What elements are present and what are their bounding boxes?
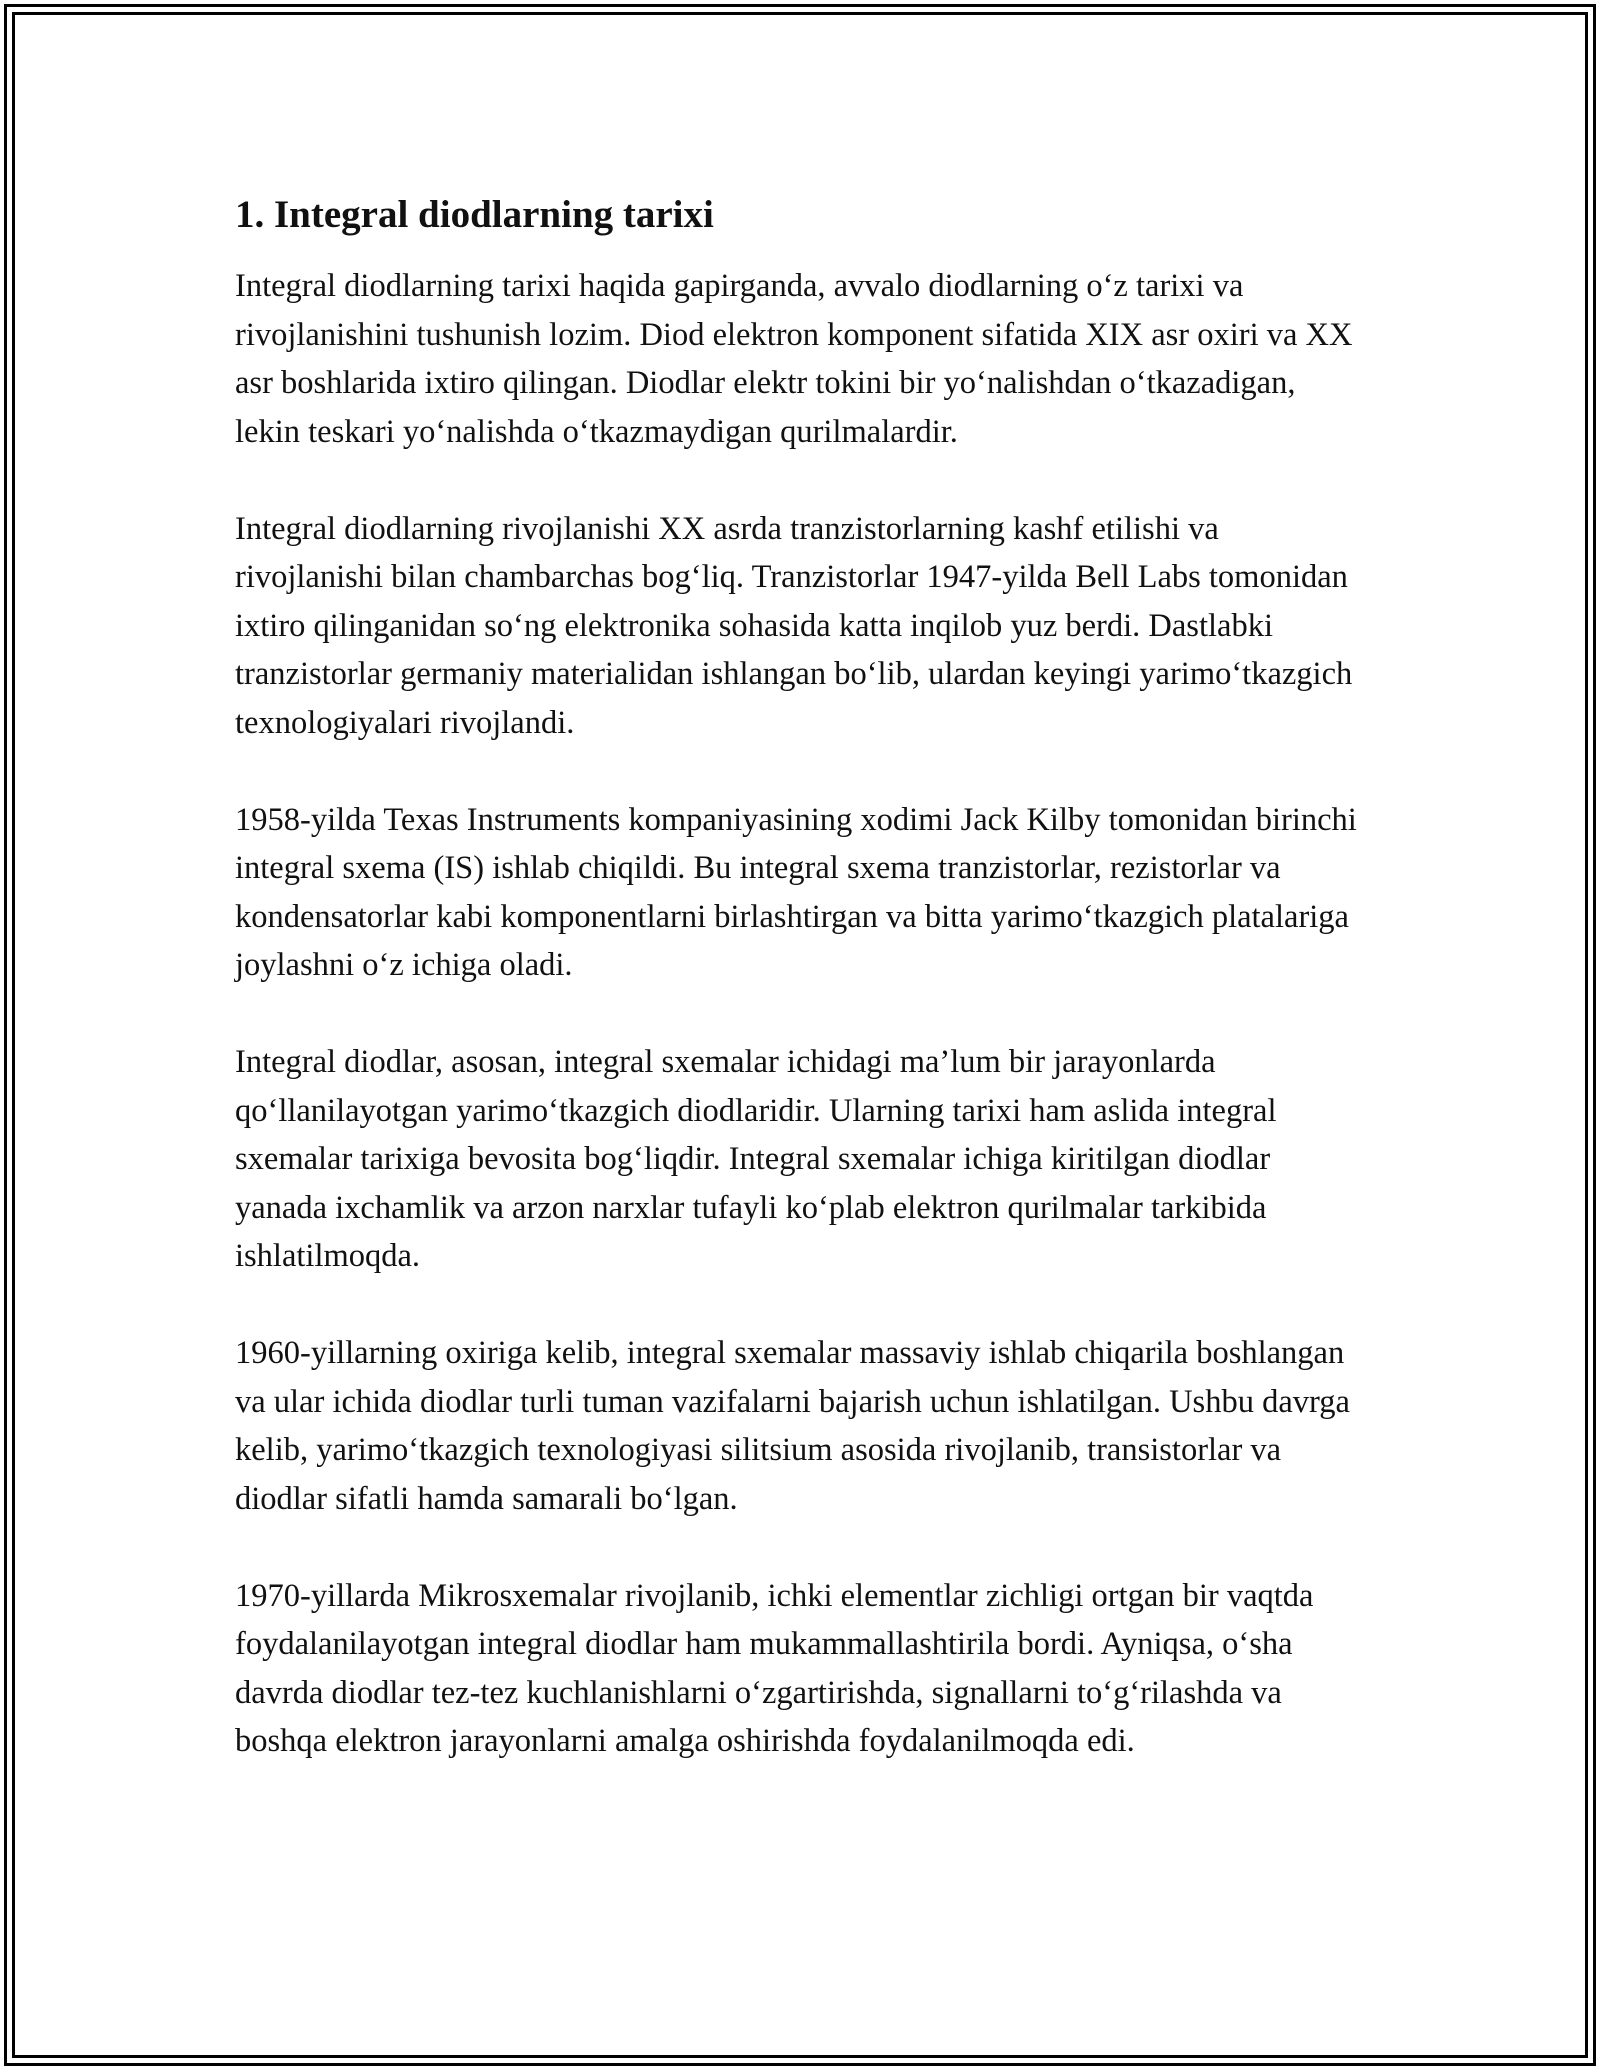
paragraph-4: Integral diodlar, asosan, integral sxemalar ichidagi ma’lum bir jarayonlarda qo‘llanilayotgan yarimo‘tkazgich diodlaridir. Ularning tarixi ham aslida integral sxemalar tarixiga bevosita bog‘liqdir. Integral sxemalar ichiga kiritilgan diodlar yanada ixchamlik va arzon narxlar tufayli ko‘plab elektron qurilmalar tarkibida ishlatilmoqda. (235, 1044, 1277, 1274)
section-heading: 1. Integral diodlarning tarixi (235, 193, 714, 236)
document-body (235, 190, 1365, 1814)
paragraph-2: Integral diodlarning rivojlanishi XX asrda tranzistorlarning kashf etilishi va rivojlanishi bilan chambarchas bog‘liq. Tranzistorlar 1947-yilda Bell Labs tomonidan ixtiro qilinganidan so‘ng elektronika sohasida katta inqilob yuz berdi. Dastlabki tranzistorlar germaniy materialidan ishlangan bo‘lib, ulardan keyingi yarimo‘tkazgich texnologiyalari rivojlandi. (235, 510, 1353, 741)
paragraph-6: 1970-yillarda Mikrosxemalar rivojlanib, ichki elementlar zichligi ortgan bir vaqtda foydalanilayotgan integral diodlar ham mukammallashtirila bordi. Ayniqsa, o‘sha davrda diodlar tez-tez kuchlanishlarni o‘zgartirishda, signallarni to‘g‘rilashda va boshqa elektron jarayonlarni amalga oshirishda foydalanilmoqda edi. (235, 1577, 1314, 1759)
paragraph-5: 1960-yillarning oxiriga kelib, integral sxemalar massaviy ishlab chiqarila boshlangan va ular ichida diodlar turli tuman vazifalarni bajarish uchun ishlatilgan. Ushbu davrga kelib, yarimo‘tkazgich texnologiyasi silitsium asosida rivojlanib, transistorlar va diodlar sifatli hamda samarali bo‘lgan. (235, 1335, 1350, 1517)
paragraph-1: Integral diodlarning tarixi haqida gapirganda, avvalo diodlarning o‘z tarixi va rivojlanishini tushunish lozim. Diod elektron komponent sifatida XIX asr oxiri va XX asr boshlarida ixtiro qilingan. Diodlar elektr tokini bir yo‘nalishdan o‘tkazadigan, lekin teskari yo‘nalishda o‘tkazmaydigan qurilmalardir. (235, 268, 1353, 450)
paragraph-3: 1958-yilda Texas Instruments kompaniyasining xodimi Jack Kilby tomonidan birinchi integral sxema (IS) ishlab chiqildi. Bu integral sxema tranzistorlar, rezistorlar va kondensatorlar kabi komponentlarni birlashtirgan va bitta yarimo‘tkazgich platalariga joylashni o‘z ichiga oladi. (235, 801, 1357, 983)
